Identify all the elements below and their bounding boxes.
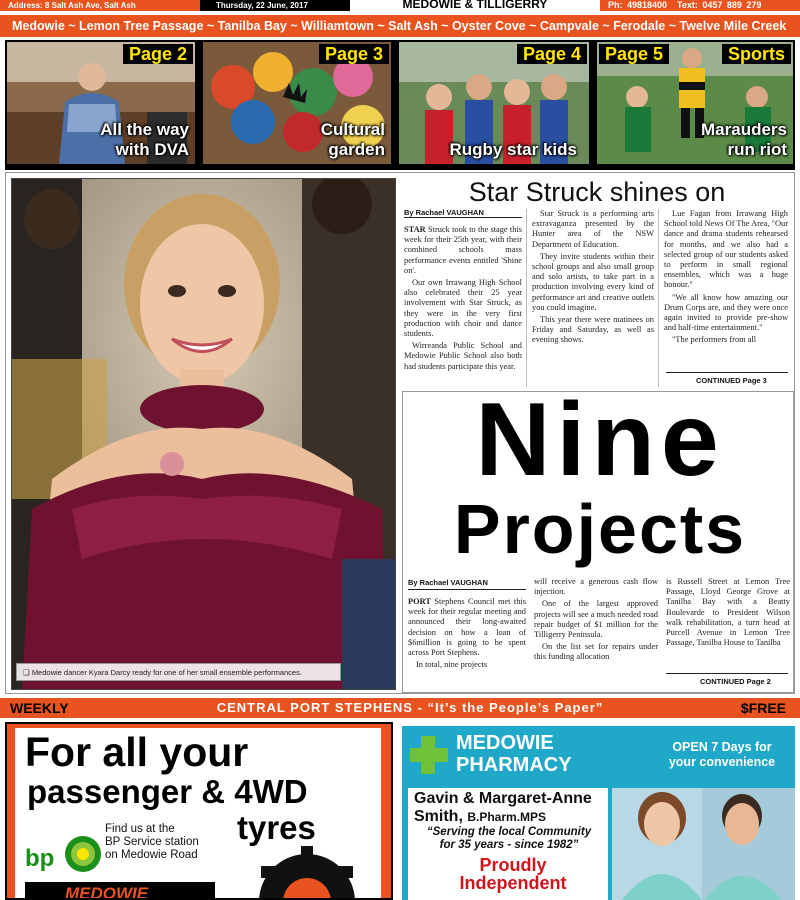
- pharmacy-owners-line1: Gavin & Margaret-Anne: [414, 790, 592, 807]
- teaser-caption-line2: garden: [328, 140, 385, 159]
- teaser-caption: [449, 140, 577, 160]
- teaser-caption: [321, 120, 385, 160]
- pharmacy-cross-icon: [410, 730, 446, 780]
- story1-c2-p2: They invite students within their school groups and also small group and solo artists, to take part in a production involving every kind of performance art and creative outlets you could imagine.: [532, 251, 654, 312]
- story2-c3-p1: is Russell Street at Lemon Tree Passage, Lloyd George Grove at Tanilba Bay with a Beatty Boulevarde to President Wilson walk rehabilitation, a turn head at Purcell Avenue in Lemon Tree Passage, Tanilba House to Tanilba: [666, 577, 790, 648]
- bp-wordmark: bp: [25, 845, 55, 872]
- teaser-page-label: Page 4: [517, 44, 587, 64]
- pharmacy-owners-surname: Smith,: [414, 808, 463, 825]
- story2-c2-p2: One of the largest approved projects will see a much needed road repair budget of $1 million for the Tilligerry Peninsula.: [534, 599, 658, 640]
- pharmacy-name: [456, 732, 572, 776]
- lead-photo-image: [12, 179, 396, 690]
- lead-photo: [11, 178, 396, 690]
- story1-column-2: [532, 209, 654, 387]
- story2-column-3: [666, 577, 790, 671]
- pharmacy-hours-line1: OPEN 7 Days for: [672, 740, 772, 754]
- pharmacy-proud-line2: Independent: [459, 873, 567, 893]
- pharmacy-hours: [652, 740, 792, 770]
- teaser-page-label: Page 2: [123, 44, 193, 64]
- teaser-page-3[interactable]: [203, 42, 391, 164]
- pharmacy-slogan-line2: for 35 years - since 1982”: [439, 839, 579, 851]
- pharmacy-proud-line1: Proudly: [479, 855, 547, 875]
- story2-byline: By Rachael VAUGHAN: [408, 578, 488, 587]
- teaser-caption-line1: Rugby star kids: [449, 140, 577, 159]
- story2-c1-p2: In total, nine projects: [416, 660, 488, 670]
- ad-tyres-line2: passenger & 4WD: [27, 773, 308, 810]
- story2-headline-nine: Nine: [475, 382, 725, 498]
- ad-tyres-line1: For all your: [25, 729, 249, 775]
- masthead-text: Text: 0457 889 279: [677, 0, 762, 10]
- pharmacy-owners-line2: [414, 808, 546, 826]
- teaser-page-label: Page 3: [319, 44, 389, 64]
- teaser-caption-line1: Marauders: [701, 120, 787, 139]
- story1-c2-p1: Star Struck is a performing arts extravaganza presented by the Hunter area of the NSW Department of Education.: [532, 209, 654, 249]
- ad-tyres-logo: MEDOWIE: [25, 882, 215, 900]
- ad-tyres-line3: tyres: [237, 809, 316, 846]
- story1-column-3: [664, 209, 788, 367]
- story1-c2-p3: This year there were matinees on Friday and Saturday, as well as evening shows.: [532, 315, 654, 345]
- ad-tyres-location-line2: BP Service station: [105, 836, 199, 848]
- story2-c1-p1: PORT Stephens Council met this week for their regular meeting and announced their long-awaited decision on how a loan of $6million is going to be spent across Port Stephens.: [408, 597, 526, 658]
- story1-column-1: [404, 225, 522, 375]
- teaser-section-label: Sports: [722, 44, 791, 64]
- slogan-strip: [0, 698, 800, 718]
- teaser-caption-line2: with DVA: [115, 140, 189, 159]
- story2-continued[interactable]: CONTINUED Page 2: [700, 677, 771, 686]
- masthead-address: Address: 8 Salt Ash Ave, Salt Ash: [0, 0, 200, 11]
- story1-c1-p1: STAR Struck took to the stage this week for their 25th year, with their combined schools mass performance events entitled 'Shine on'.: [404, 225, 522, 275]
- column-divider: [658, 209, 659, 387]
- pharmacy-proudly-independent: [448, 856, 578, 892]
- pharmacy-slogan-line1: “Serving the local Community: [426, 826, 592, 838]
- story2-c2-p1: will receive a generous cash flow injection.: [534, 577, 658, 597]
- pharmacists-photo: [612, 788, 795, 900]
- front-page-main: [5, 172, 795, 694]
- story1-c3-p3: "The performers from all: [672, 335, 757, 345]
- teaser-caption: [701, 120, 787, 160]
- ad-tyres[interactable]: [5, 722, 393, 900]
- photo-caption-text: Medowie dancer Kyara Darcy ready for one of her small ensemble performances.: [31, 668, 302, 677]
- masthead-date: Thursday, 22 June, 2017: [200, 0, 350, 11]
- story2-continued-rule: [666, 673, 788, 674]
- ad-tyres-location-line3: on Medowie Road: [105, 849, 198, 861]
- bp-helios-logo: [63, 834, 103, 874]
- ad-pharmacy[interactable]: [402, 726, 795, 900]
- ad-tyres-location-line1: Find us at the: [105, 823, 175, 835]
- story2-c2-p3: On the list set for repairs under this funding allocation: [534, 642, 658, 662]
- strip-slogan: CENTRAL PORT STEPHENS - “It’s the People’s Paper”: [216, 700, 604, 715]
- ad-tyres-panel: [15, 728, 381, 898]
- suburbs-banner: Medowie ~ Lemon Tree Passage ~ Tanilba Bay ~ Williamtown ~ Salt Ash ~ Oyster Cove ~ Campvale ~ Ferodale ~ Twelve Mile Creek: [0, 15, 800, 37]
- ad-tyres-location: [105, 823, 199, 862]
- teaser-page-label: Page 5: [599, 44, 669, 64]
- photo-caption: ❏ Medowie dancer Kyara Darcy ready for one of her small ensemble performances.: [16, 663, 341, 681]
- teaser-page-2[interactable]: [7, 42, 195, 164]
- tyre-gear-icon: [251, 846, 363, 900]
- teaser-page-5-sports[interactable]: [597, 42, 793, 164]
- teaser-caption: [100, 120, 189, 160]
- story2-byline-rule: [408, 589, 526, 590]
- story1-c3-p1: Lue Fagan from Irrawang High School told News Of The Area, "Our dance and drama students rehearsed for months, and we also had a selected group of our students asked to perform in small regional ensembles, which was a huge honour.": [664, 209, 788, 290]
- teaser-caption-line1: Cultural: [320, 120, 385, 139]
- story2-column-1: [408, 597, 526, 689]
- story1-c3-p2: "We all know how amazing our Drum Corps are, and they were once again invited to provide pre-show and half-time entertainment.": [664, 292, 788, 333]
- column-divider: [526, 209, 527, 387]
- story1-headline: Star Struck shines on: [468, 177, 726, 207]
- teaser-caption-line1: All the way: [100, 120, 189, 139]
- teaser-row: [5, 40, 795, 170]
- teaser-caption-line2: run riot: [727, 140, 787, 159]
- masthead-paper-name: MEDOWIE & TILLIGERRY: [350, 0, 600, 11]
- story1-continued-rule: [666, 372, 788, 373]
- masthead-contact: [600, 0, 800, 11]
- story1-c1-p2: Our own Irrawang High School also celebrated their 25 year involvement with Star Struck, as they were in the very first production with choir and dance students.: [404, 278, 522, 339]
- pharmacy-credentials: B.Pharm.MPS: [467, 810, 547, 824]
- teaser-page-4[interactable]: [399, 42, 589, 164]
- story2-column-2: [534, 577, 658, 689]
- story1-byline: By Rachael VAUGHAN: [404, 208, 484, 217]
- story1-byline-rule: [404, 217, 522, 218]
- story2-headline-projects: Projects: [453, 490, 747, 568]
- story1-c1-p3: Wirreanda Public School and Medowie Public School also both had students participate this year.: [404, 341, 522, 371]
- story1-continued[interactable]: CONTINUED Page 3: [696, 376, 767, 385]
- pharmacy-hours-line2: your convenience: [668, 755, 776, 769]
- pharmacy-name-line1: MEDOWIE: [456, 732, 554, 754]
- masthead-phone: Ph: 49818400: [608, 0, 668, 10]
- pharmacy-name-line2: PHARMACY: [456, 754, 572, 776]
- pharmacy-slogan: [414, 826, 604, 852]
- strip-weekly: WEEKLY: [10, 700, 69, 716]
- pharmacy-owners-panel: [408, 788, 608, 900]
- strip-price: $FREE: [740, 700, 786, 716]
